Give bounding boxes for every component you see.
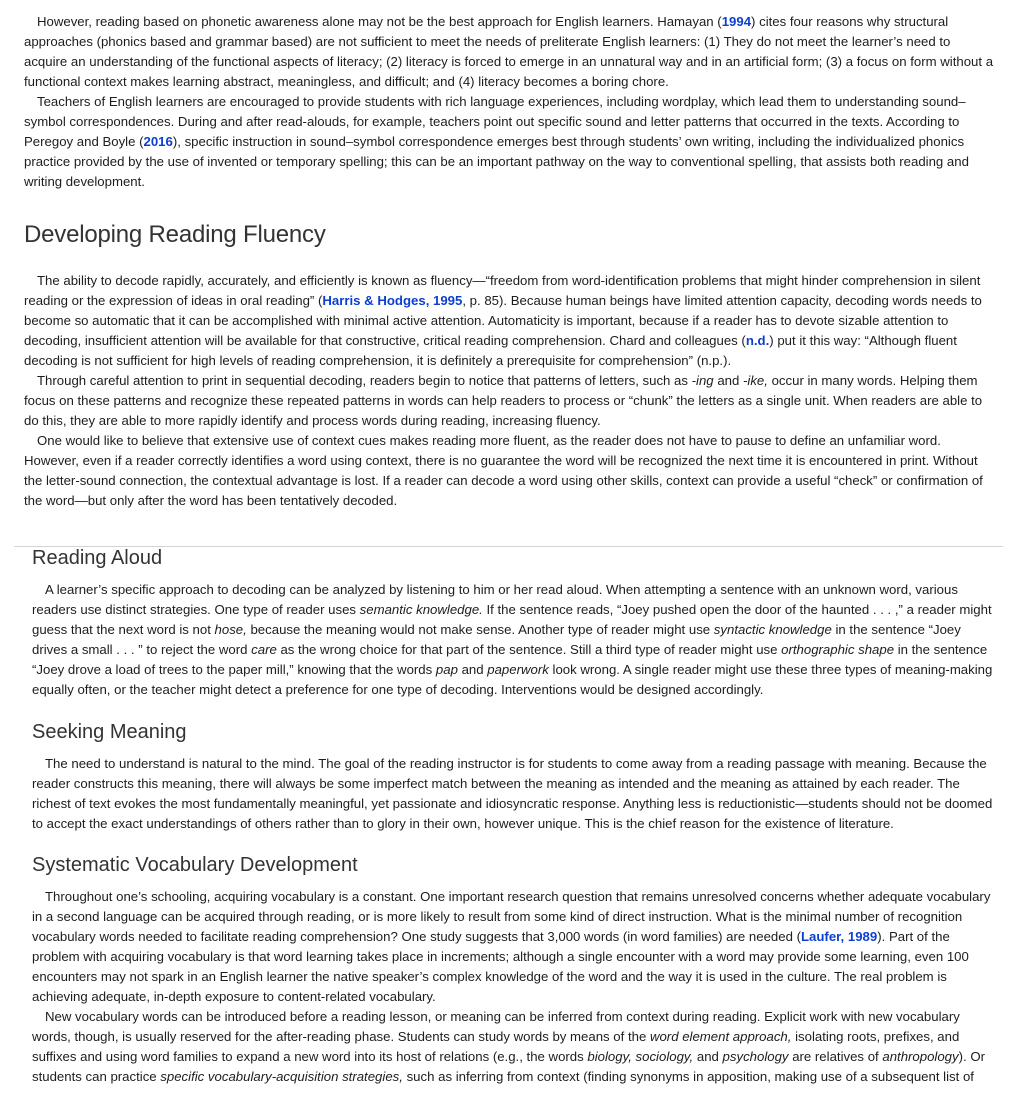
section-heading-fluency: Developing Reading Fluency <box>24 221 326 248</box>
vocabulary-paragraph-1: Throughout one’s schooling, acquiring vocabulary is a constant. One important research question that remains unresolved concerns whether adequate vocabulary in a second language can be acquired through reading, or is more likely to result from some kind of direct instruction. What is the minimal number of recognition vocabulary words needed to facilitate reading comprehension? One study suggests that 3,000 words (in word families) are needed (Laufer, 1989). Part of the problem with acquiring vocabulary is that word learning takes place in increments; although a single encounter with a word may provide some learning, even 100 encounters may not spark in an English learner the native speaker’s complex knowledge of the word and the way it is used in the culture. The real problem is achieving adequate, in-depth exposure to content-related vocabulary. <box>32 889 991 1004</box>
fluency-section <box>24 271 997 511</box>
citation-link[interactable]: n.d. <box>745 333 770 348</box>
vocabulary-paragraph-2: New vocabulary words can be introduced before a reading lesson, or meaning can be inferred from context during reading. Explicit work with new vocabulary words, though, is usually reserved for the after-reading phase. Students can study words by means of the word element approach, isolating roots, prefixes, and suffixes and using word families to expand a new word into its host of relations (e.g., the words biology, sociology, and psychology are relatives of anthropology). Or students can practice specific vocabulary-acquisition strategies, such as inferring from context (finding synonyms in apposition, making use of a subsequent list of <box>32 1009 985 1084</box>
intro-paragraph-1: However, reading based on phonetic awareness alone may not be the best approach for English learners. Hamayan (1994) cites four reasons why structural approaches (phonics based and grammar based) are not sufficient to meet the needs of preliterate English learners: (1) They do not meet the learner’s need to acquire an understanding of the functional aspects of literacy; (2) literacy is forced to emerge in an unnatural way and in an artificial form; (3) a focus on form without a functional context makes learning abstract, meaningless, and difficult; and (4) literacy becomes a boring chore. <box>24 14 994 89</box>
reading-aloud-paragraph: A learner’s specific approach to decoding can be analyzed by listening to him or her read aloud. When attempting a sentence with an unknown word, various readers use distinct strategies. One type of reader uses semantic knowledge. If the sentence reads, “Joey pushed open the door of the haunted . . . ,” a reader might guess that the next word is not hose, because the meaning would not make sense. Another type of reader might use syntactic knowledge in the sentence “Joey drives a small . . . ” to reject the word care as the wrong choice for that part of the sentence. Still a third type of reader might use orthographic shape in the sentence “Joey drove a load of trees to the paper mill,” knowing that the words pap and paperwork look wrong. A single reader might use these three types of meaning-making equally often, or the teacher might detect a preference for one type of decoding. Interventions would be designed accordingly. <box>32 582 993 697</box>
fluency-paragraph-2: Through careful attention to print in sequential decoding, readers begin to notice that patterns of letters, such as -ing and -ike, occur in many words. Helping them focus on these patterns and recognize these repeated patterns in words can help readers to process or “chunk” the letters as a single unit. When readers are able to do this, they are able to more rapidly identify and process words during reading, increasing fluency. <box>24 373 983 428</box>
subheading-reading-aloud: Reading Aloud <box>32 547 163 569</box>
intro-section <box>24 12 995 192</box>
vocabulary-section <box>32 853 997 1087</box>
citation-link[interactable]: Laufer, 1989 <box>800 929 878 944</box>
seeking-meaning-paragraph: The need to understand is natural to the mind. The goal of the reading instructor is for students to come away from a reading passage with meaning. Because the reader constructs this meaning, there will always be some imperfect match between the meaning as intended and the meaning as attained by each reader. The richest of text evokes the most fundamentally meaningful, yet passionate and idiosyncratic response. Anything less is reductionistic—students should not be doomed to accept the exact understandings of others rather than to glory in their own, however unique. This is the chief reason for the existence of literature. <box>32 756 993 831</box>
citation-link[interactable]: Harris & Hodges, 1995 <box>322 293 463 308</box>
fluency-paragraph-3: One would like to believe that extensive use of context cues makes reading more fluent, as the reader does not have to pause to define an unfamiliar word. However, even if a reader correctly identifies a word using context, there is no guarantee the word will be recognized the next time it is encountered in print. Without the letter-sound connection, the contextual advantage is lost. If a reader can decode a word using other skills, context can provide a useful “check” or confirmation of the word—but only after the word has been tentatively decoded. <box>24 433 983 508</box>
subheading-vocabulary: Systematic Vocabulary Development <box>32 854 358 876</box>
citation-link[interactable]: 1994 <box>721 14 752 29</box>
citation-link[interactable]: 2016 <box>143 134 173 149</box>
subheading-seeking-meaning: Seeking Meaning <box>32 721 187 743</box>
reading-aloud-section <box>32 546 997 700</box>
seeking-meaning-section <box>32 720 997 834</box>
fluency-paragraph-1: The ability to decode rapidly, accurately, and efficiently is known as fluency—“freedom from word-identification problems that might hinder comprehension in silent reading or the expression of ideas in oral reading” (Harris & Hodges, 1995, p. 85). Because human beings have limited attention capacity, decoding words needs to become so automatic that it can be accomplished with minimal active attention. Automaticity is important, because if a reader has to devote sizable attention to decoding, insufficient attention will be available for that constructive, critical reading comprehension. Chard and colleagues (n.d.) put it this way: “Although fluent decoding is not sufficient for high levels of reading comprehension, it is definitely a prerequisite for comprehension” (n.p.). <box>24 273 982 368</box>
intro-paragraph-2: Teachers of English learners are encouraged to provide students with rich language experiences, including wordplay, which lead them to understanding sound–symbol correspondences. During and after read-alouds, for example, teachers point out specific sound and letter patterns that occurred in the texts. According to Peregoy and Boyle (2016), specific instruction in sound–symbol correspondence emerges best through students’ own writing, including the individualized phonics practice provided by the use of invented or temporary spelling; this can be an important pathway on the way to conventional spelling, that assists both reading and writing development. <box>24 94 969 189</box>
